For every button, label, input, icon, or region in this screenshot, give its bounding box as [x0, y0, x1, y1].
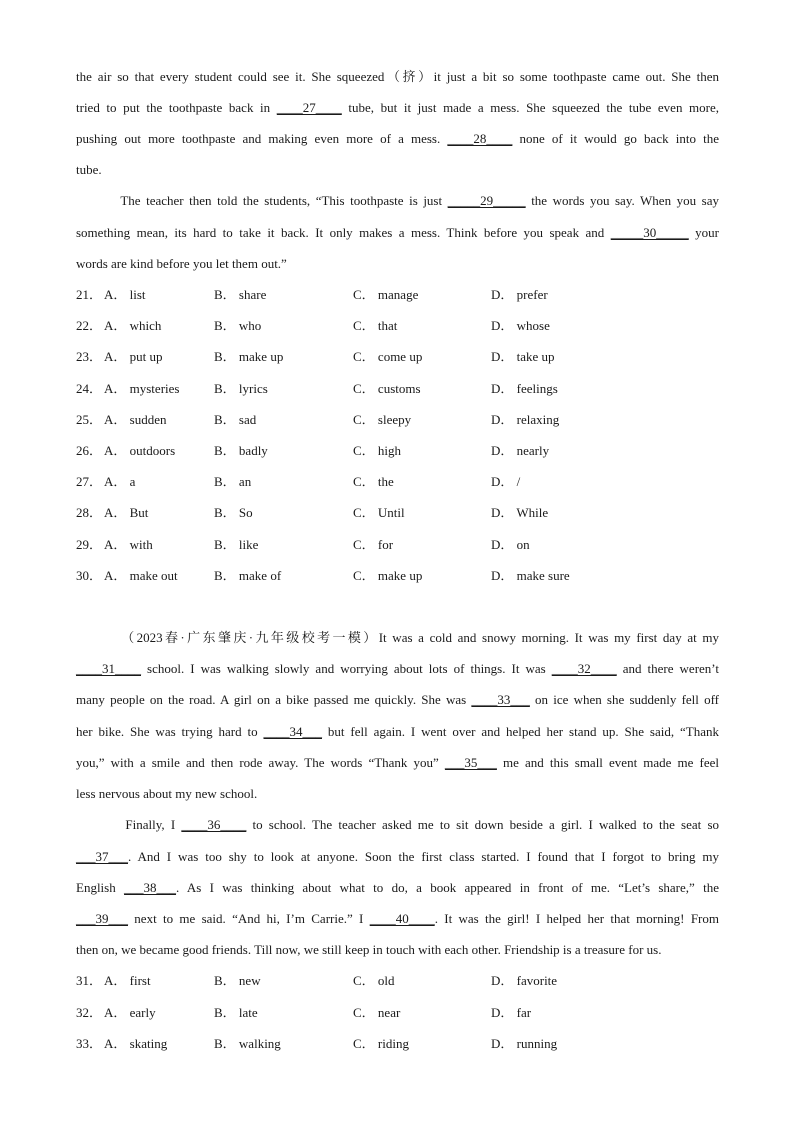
option-b: B． walking — [214, 1036, 281, 1051]
passage1-line — [76, 162, 719, 178]
question-number: 21． — [76, 287, 103, 302]
option-a: A． make out — [104, 568, 178, 583]
option-d: D． far — [491, 1005, 532, 1020]
question-number: 32． — [76, 1005, 103, 1020]
passage2-line — [76, 755, 719, 771]
answer-blank: ____32____ — [551, 661, 617, 676]
option-b: B． share — [214, 287, 267, 302]
option-b: B． new — [214, 973, 261, 988]
text-run: next to me said. “And hi, I’m Carrie.” I — [128, 911, 370, 926]
option-d: D． whose — [491, 318, 550, 333]
option-a: A． first — [104, 973, 151, 988]
option-c: C． sleepy — [353, 412, 412, 427]
option-d: D． favorite — [491, 973, 558, 988]
text-run: tube. — [76, 162, 102, 177]
text-run: then on, we became good friends. Till now, we still keep in touch with each other. Friendship is a treasure for us. — [76, 942, 662, 957]
option-d: D． / — [491, 474, 521, 489]
question-row — [76, 505, 719, 521]
passage1-line — [76, 131, 719, 147]
option-a: A． mysteries — [104, 381, 180, 396]
passage1-line — [76, 69, 719, 85]
text-run: less nervous about my new school. — [76, 786, 258, 801]
option-a: A． sudden — [104, 412, 167, 427]
text-run: Finally, I — [76, 817, 182, 832]
option-d: D． take up — [491, 349, 555, 364]
option-c: C． high — [353, 443, 402, 458]
question-number: 24． — [76, 381, 103, 396]
text-run: on ice when she suddenly fell off — [529, 692, 719, 707]
option-c: C． riding — [353, 1036, 409, 1051]
answer-blank: ___37___ — [76, 849, 128, 864]
text-run: your — [688, 225, 719, 240]
question-row — [76, 349, 719, 365]
text-run: . It was the girl! I helped her that morning! From — [434, 911, 719, 926]
text-run: but fell again. I went over and helped her stand up. She said, “Thank — [322, 724, 719, 739]
option-c: C． the — [353, 474, 394, 489]
question-number: 27． — [76, 474, 103, 489]
answer-blank: ____28____ — [447, 131, 513, 146]
question-row — [76, 318, 719, 334]
passage2-line — [76, 661, 719, 677]
text-run: the words you say. When you say — [525, 193, 719, 208]
option-b: B． an — [214, 474, 252, 489]
option-b: B． make of — [214, 568, 282, 583]
option-c: C． that — [353, 318, 398, 333]
text-run: many people on the road. A girl on a bike passed me quickly. She was — [76, 692, 472, 707]
option-d: D． feelings — [491, 381, 558, 396]
option-d: D． make sure — [491, 568, 570, 583]
option-b: B． sad — [214, 412, 257, 427]
text-run: tube, but it just made a mess. She squeezed the tube even more, — [341, 100, 720, 115]
text-run: you,” with a smile and then rode away. The words “Thank you” — [76, 755, 445, 770]
option-c: C． customs — [353, 381, 421, 396]
text-run: the air so that every student could see it. She squeezed（挤）it just a bit so some toothpaste came out. She then — [76, 69, 719, 84]
answer-blank: _____30_____ — [610, 225, 689, 240]
option-d: D． running — [491, 1036, 558, 1051]
option-a: A． outdoors — [104, 443, 176, 458]
text-run: . As I was thinking about what to do, a book appeared in front of me. “Let’s share,” the — [176, 880, 719, 895]
text-run: none of it would go back into the — [512, 131, 719, 146]
answer-blank: ____31____ — [76, 661, 141, 676]
option-b: B． make up — [214, 349, 284, 364]
option-b: B． late — [214, 1005, 258, 1020]
answer-blank: ___38___ — [124, 880, 177, 895]
question-number: 33． — [76, 1036, 103, 1051]
passage2-line — [76, 880, 719, 896]
option-a: A． early — [104, 1005, 156, 1020]
text-run: something mean, its hard to take it back. It only makes a mess. Think before you speak and — [76, 225, 611, 240]
option-b: B． who — [214, 318, 262, 333]
passage2-line — [76, 786, 719, 802]
text-run: school. I was walking slowly and worrying about lots of things. It was — [141, 661, 552, 676]
passage2-line — [76, 724, 719, 740]
answer-blank: ___39___ — [76, 911, 128, 926]
option-d: D． While — [491, 505, 549, 520]
option-c: C． near — [353, 1005, 401, 1020]
question-number: 26． — [76, 443, 103, 458]
text-run: tried to put the toothpaste back in — [76, 100, 277, 115]
option-c: C． old — [353, 973, 395, 988]
passage2-line — [76, 817, 719, 833]
passage2-line — [76, 692, 719, 708]
passage1-line — [76, 225, 719, 241]
question-number: 23． — [76, 349, 103, 364]
answer-blank: ____33___ — [471, 692, 530, 707]
passage2-line — [76, 849, 719, 865]
question-row — [76, 443, 719, 459]
option-b: B． lyrics — [214, 381, 268, 396]
option-a: A． skating — [104, 1036, 168, 1051]
passage2-line — [76, 630, 719, 646]
option-a: A． which — [104, 318, 162, 333]
option-b: B． So — [214, 505, 253, 520]
option-d: D． on — [491, 537, 530, 552]
passage1-line — [76, 100, 719, 116]
question-number: 30． — [76, 568, 103, 583]
answer-blank: ____36____ — [181, 817, 247, 832]
option-c: C． Until — [353, 505, 405, 520]
answer-blank: _____29_____ — [447, 193, 526, 208]
text-run: （2023春·广东肇庆·九年级校考一模）It was a cold and snowy morning. It was my first day at my — [76, 630, 719, 645]
passage1-line — [76, 256, 719, 272]
option-c: C． for — [353, 537, 394, 552]
text-run: pushing out more toothpaste and making even more of a mess. — [76, 131, 448, 146]
option-a: A． with — [104, 537, 153, 552]
question-row — [76, 412, 719, 428]
option-b: B． like — [214, 537, 259, 552]
option-c: C． make up — [353, 568, 423, 583]
option-a: A． a — [104, 474, 136, 489]
option-d: D． nearly — [491, 443, 550, 458]
question-number: 29． — [76, 537, 103, 552]
question-number: 28． — [76, 505, 103, 520]
question-row — [76, 287, 719, 303]
text-run: The teacher then told the students, “This toothpaste is just — [76, 193, 448, 208]
text-run: . And I was too shy to look at anyone. Soon the first class started. I found that I forgot to bring my — [128, 849, 719, 864]
passage2-line — [76, 911, 719, 927]
text-run: me and this small event made me feel — [496, 755, 720, 770]
answer-blank: ____27____ — [276, 100, 342, 115]
question-number: 25． — [76, 412, 103, 427]
text-run: her bike. She was trying hard to — [76, 724, 264, 739]
answer-blank: ___35___ — [444, 755, 497, 770]
question-row — [76, 1005, 719, 1021]
option-a: A． list — [104, 287, 146, 302]
passage1-line — [76, 193, 719, 209]
text-run: to school. The teacher asked me to sit down beside a girl. I walked to the seat so — [246, 817, 719, 832]
question-row — [76, 381, 719, 397]
option-d: D． prefer — [491, 287, 548, 302]
text-run: words are kind before you let them out.” — [76, 256, 287, 271]
option-c: C． manage — [353, 287, 419, 302]
question-row — [76, 568, 719, 584]
passage2-line — [76, 942, 719, 958]
option-a: A． put up — [104, 349, 163, 364]
question-row — [76, 537, 719, 553]
question-row — [76, 973, 719, 989]
option-d: D． relaxing — [491, 412, 560, 427]
answer-blank: ____34___ — [263, 724, 322, 739]
option-b: B． badly — [214, 443, 268, 458]
question-number: 22． — [76, 318, 103, 333]
answer-blank: ____40____ — [369, 911, 435, 926]
text-run: English — [76, 880, 125, 895]
question-row — [76, 1036, 719, 1052]
text-run: and there weren’t — [616, 661, 719, 676]
question-number: 31． — [76, 973, 103, 988]
question-row — [76, 474, 719, 490]
option-a: A． But — [104, 505, 149, 520]
option-c: C． come up — [353, 349, 423, 364]
